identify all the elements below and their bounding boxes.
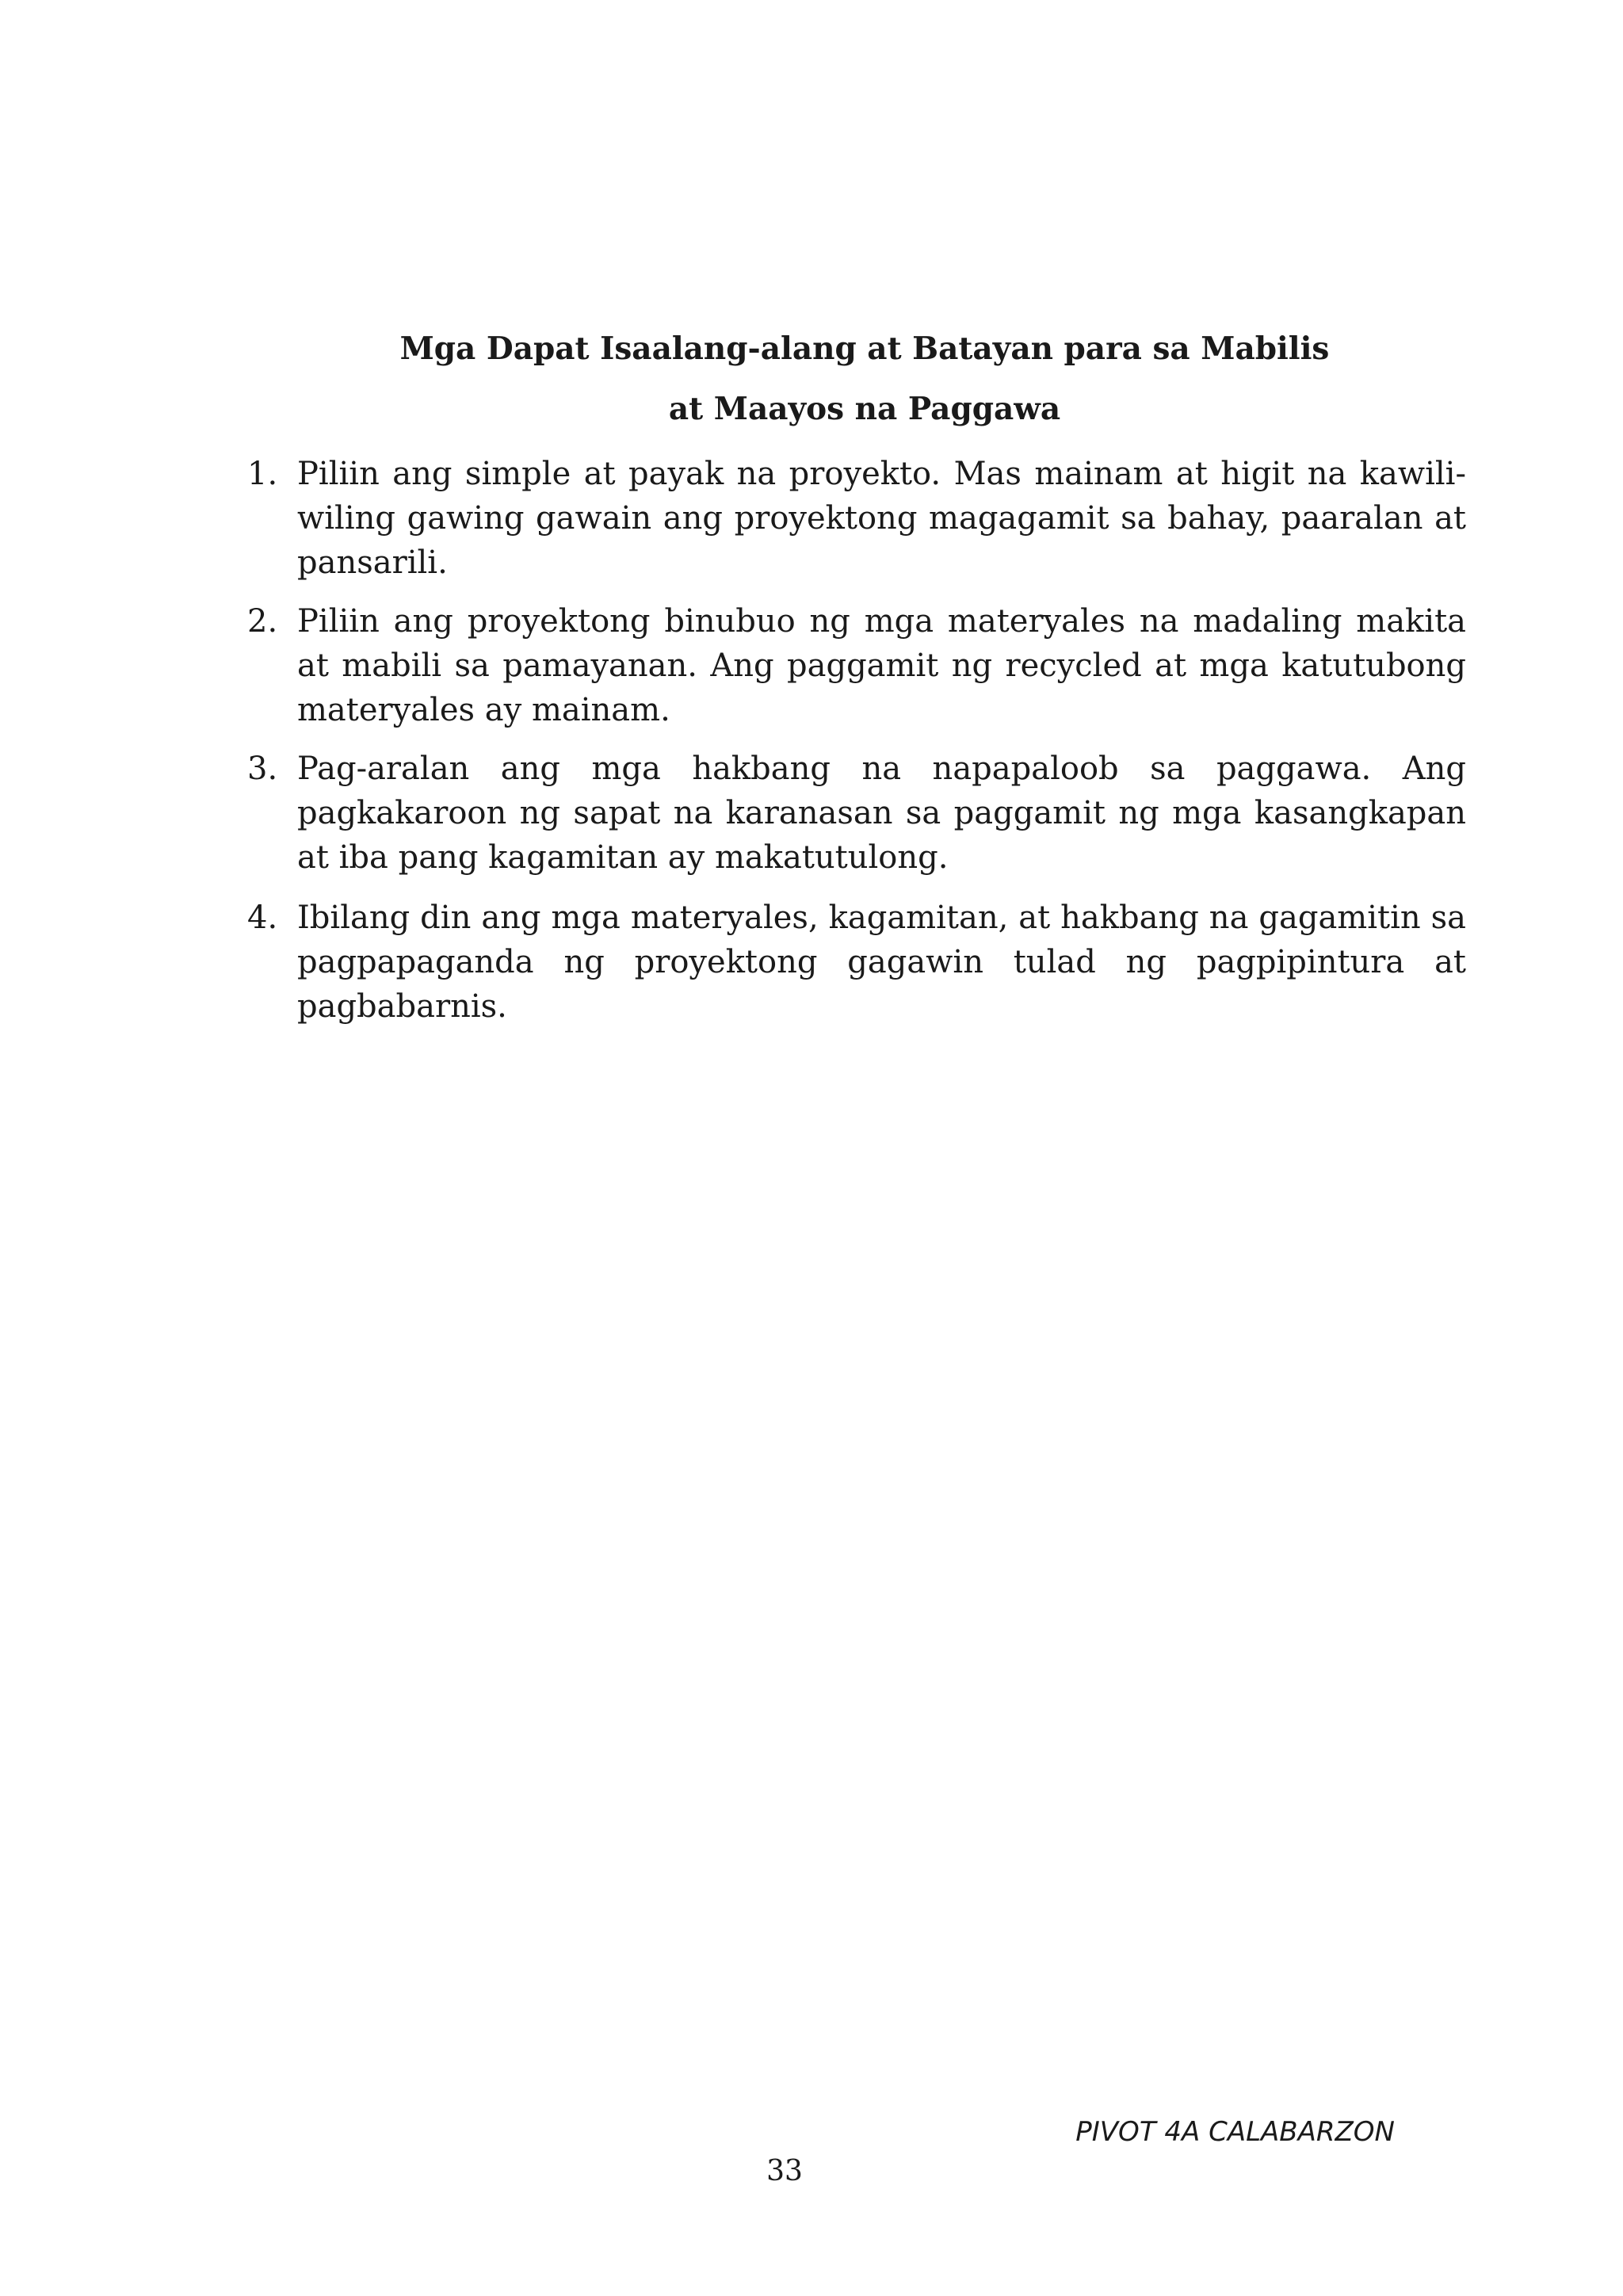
section-title-line-2: at Maayos na Paggawa (668, 391, 1061, 427)
list-item-text: Pag-aralan ang mga hakbang na napapaloob sa paggawa. Ang pagkakaroon ng sapat na karanasan sa paggamit ng mga kasangkapan at iba pang kagamitan ay makatutulong. (297, 751, 1466, 876)
page-number: 33 (766, 2155, 803, 2187)
list-item-text: Piliin ang simple at payak na proyekto. Mas mainam at higit na kawili-wiling gawing gawain ang proyektong magagamit sa bahay, paaralan at pansarili. (297, 456, 1466, 581)
list-item-number: 2. (247, 603, 278, 640)
footer-brand: PIVOT 4A CALABARZON (1075, 2116, 1395, 2148)
list-item-text: Piliin ang proyektong binubuo ng mga materyales na madaling makita at mabili sa pamayanan. Ang paggamit ng recycled at mga katutubong materyales ay mainam. (297, 603, 1466, 728)
list-item-number: 4. (247, 900, 278, 936)
section-title-line-1: Mga Dapat Isaalang-alang at Batayan para sa Mabilis (399, 330, 1330, 367)
list-item-number: 3. (247, 751, 278, 787)
list-item-number: 1. (247, 456, 278, 492)
list-item-text: Ibilang din ang mga materyales, kagamitan, at hakbang na gagamitin sa pagpapaganda ng proyektong gagawin tulad ng pagpipintura at pagbabarnis. (297, 900, 1466, 1025)
